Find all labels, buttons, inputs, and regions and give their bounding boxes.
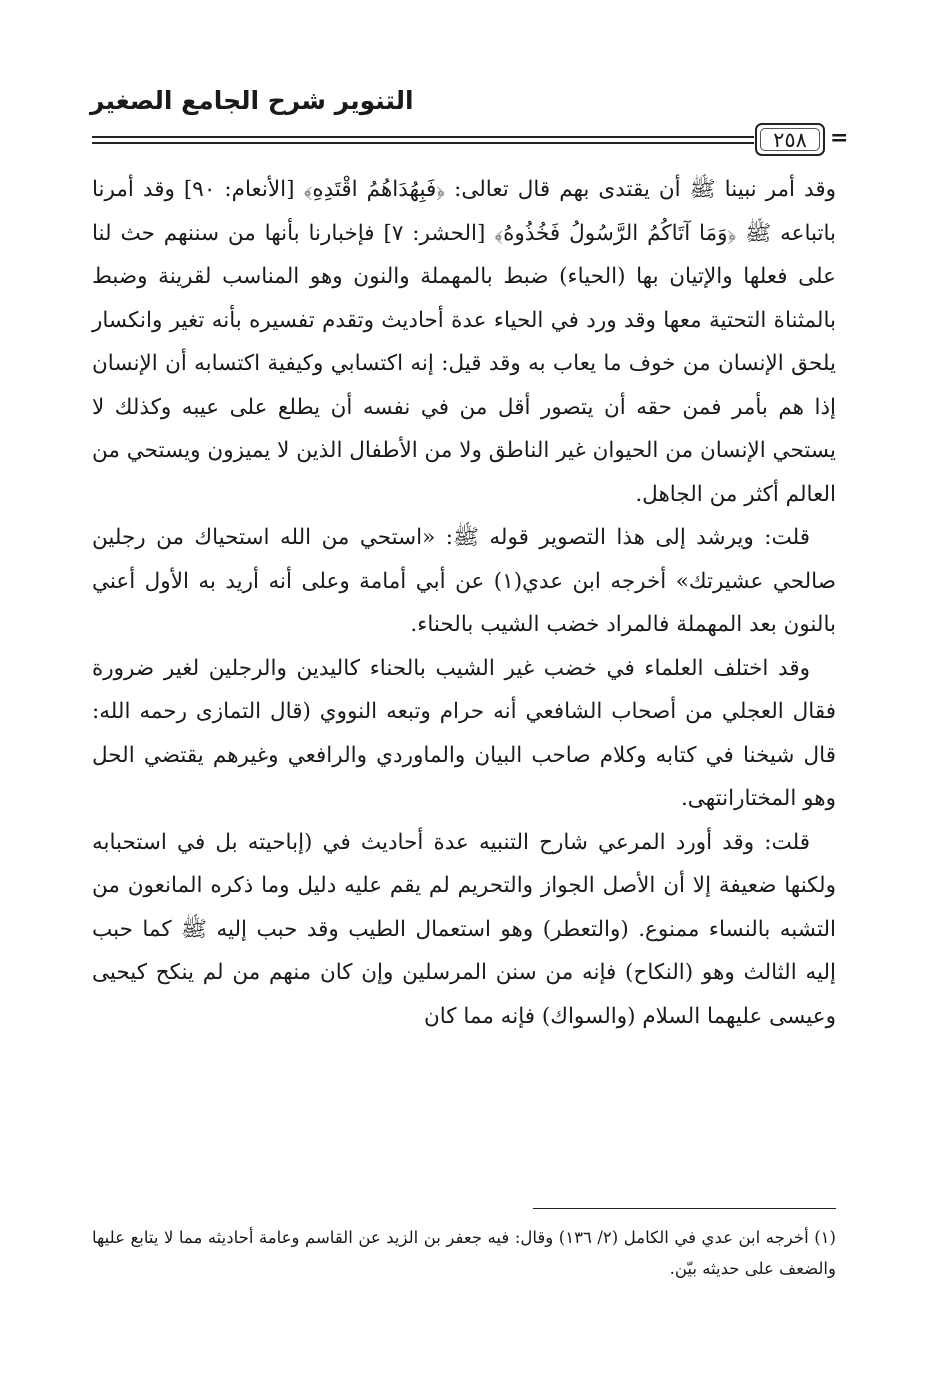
paragraph: وقد اختلف العلماء في خضب غير الشيب بالحناء كاليدين والرجلين لغير ضرورة فقال العجلي من أصحاب الشافعي أنه حرام وتبعه النووي (قال التمازى رحمه الله: قال شيخنا في كتابه وكلام صاحب البيان والماوردي والرافعي وغيرهم يقتضي الحل وهو المختارانتهى. xyxy=(92,655,836,811)
main-text xyxy=(92,168,836,1038)
footnotes xyxy=(92,1222,836,1284)
footnote-separator xyxy=(533,1208,836,1209)
footnote: (١) أخرجه ابن عدي في الكامل (٢/ ١٣٦) وقال: فيه جعفر بن الزيد عن القاسم وعامة أحاديثه مما لا يتابع عليها والضعف على حديثه بيّن. xyxy=(92,1228,836,1278)
paragraph: وقد أمر نبينا ﷺ أن يقتدى بهم قال تعالى: ﴿فَبِهُدَاهُمُ اقْتَدِهِ﴾ [الأنعام: ٩٠] وقد أمرنا باتباعه ﷺ ﴿وَمَا آتَاكُمُ الرَّسُولُ فَخُذُوهُ﴾ [الحشر: ٧] فإخبارنا بأنها من سننهم حث لنا على فعلها والإتيان بها (الحياء) ضبط بالمهملة والنون وهو المناسب لقرينة وضبط بالمثناة التحتية معها وقد ورد في الحياء عدة أحاديث وتقدم تفسيره بأنه تغير وانكسار يلحق الإنسان من خوف ما يعاب به وقد قيل: إنه اكتسابي وكيفية اكتسابه أن الإنسان إذا هم بأمر فمن حقه أن يتصور أقل من في نفسه أن يطلع على عيبه وكذلك لا يستحي الإنسان من الحيوان غير الناطق ولا من الأطفال الذين لا يميزون ويستحي من العالم أكثر من الجاهل. xyxy=(92,177,837,507)
header-marker: = xyxy=(830,125,849,151)
page-number: ٢٥٨ xyxy=(755,123,825,156)
header-double-rule xyxy=(92,136,754,144)
paragraph: قلت: وقد أورد المرعي شارح التنبيه عدة أحاديث في (إباحيته بل في استحبابه ولكنها ضعيفة إلا أن الأصل الجواز والتحريم لم يقم عليه دليل وما ذكره المانعون من التشبه بالنساء ممنوع. (والتعطر) وهو استعمال الطيب وقد حبب إليه ﷺ كما حبب إليه الثالث وهو (النكاح) فإنه من سنن المرسلين وإن كان منهم من لم ينكح كيحيى وعيسى عليهما السلام (والسواك) فإنه مما كان xyxy=(92,829,836,1029)
paragraph: قلت: ويرشد إلى هذا التصوير قوله ﷺ: «استحي من الله استحياك من رجلين صالحي عشيرتك» أخرجه ابن عدي(١) عن أبي أمامة وعلى أنه أريد به الأول أعني بالنون بعد المهملة فالمراد خضب الشيب بالحناء. xyxy=(92,525,836,637)
running-title: التنوير شرح الجامع الصغير xyxy=(90,86,414,115)
